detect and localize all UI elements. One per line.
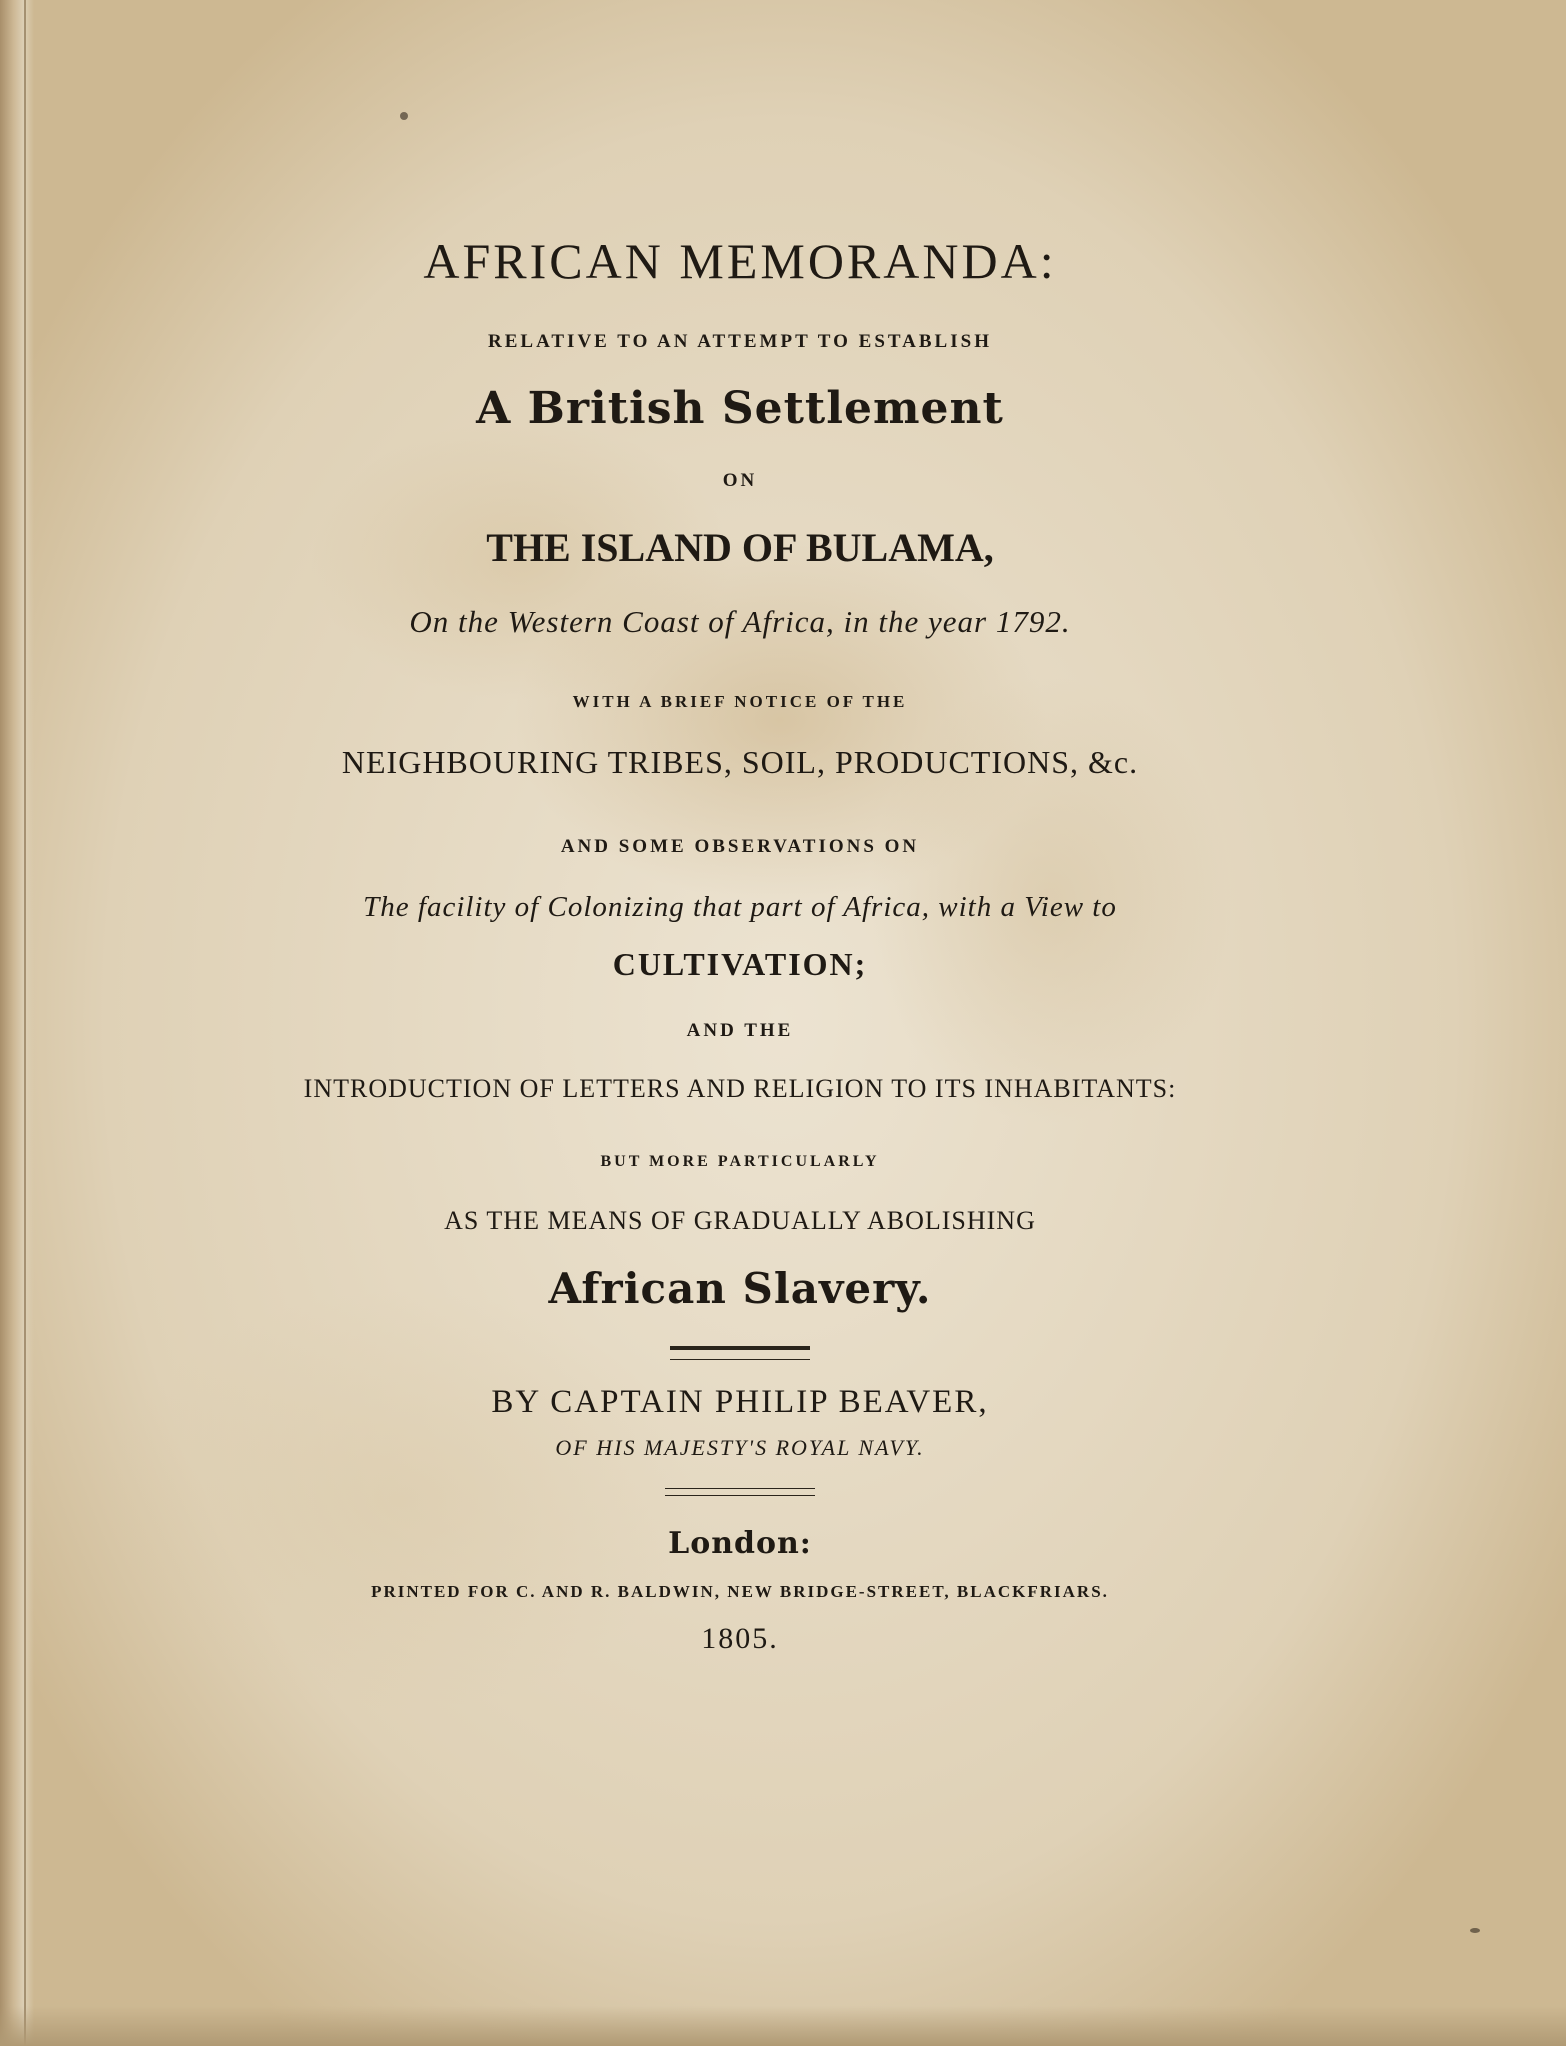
page-bottom-edge (0, 2006, 1566, 2046)
subtitle-and-the: AND THE (686, 1020, 794, 1041)
ornamental-rule (670, 1346, 810, 1360)
subtitle-cultivation: CULTIVATION; (612, 946, 868, 982)
imprint-printer: PRINTED FOR C. AND R. BALDWIN, NEW BRIDGE-STREET, BLACKFRIARS. (371, 1582, 1109, 1601)
subtitle-coast: On the Western Coast of Africa, in the year 1792. (409, 604, 1071, 639)
subtitle-observations: AND SOME OBSERVATIONS ON (560, 836, 920, 857)
author-line: BY CAPTAIN PHILIP BEAVER, (491, 1384, 989, 1420)
subtitle-means: AS THE MEANS OF GRADUALLY ABOLISHING (444, 1206, 1036, 1235)
binding-line (24, 0, 26, 2046)
ornamental-rule-second (665, 1488, 815, 1496)
subtitle-brief: WITH A BRIEF NOTICE OF THE (572, 692, 908, 711)
subtitle-slavery: African Slavery. (548, 1264, 932, 1313)
ink-speck (1470, 1928, 1480, 1933)
subtitle-relative: RELATIVE TO AN ATTEMPT TO ESTABLISH (488, 331, 992, 352)
imprint-year: 1805. (701, 1622, 779, 1655)
page-left-edge (0, 0, 34, 2046)
subtitle-settlement: A British Settlement (476, 383, 1004, 434)
subtitle-on: ON (722, 470, 758, 491)
subtitle-introduction: INTRODUCTION OF LETTERS AND RELIGION TO ITS INHABITANTS: (303, 1074, 1177, 1103)
ink-speck (400, 112, 408, 120)
book-title: AFRICAN MEMORANDA: (423, 233, 1057, 289)
imprint-place: London: (668, 1526, 812, 1561)
subtitle-facility: The facility of Colonizing that part of Africa, with a View to (363, 891, 1117, 923)
subtitle-tribes: NEIGHBOURING TRIBES, SOIL, PRODUCTIONS, &c. (341, 744, 1139, 780)
subtitle-particularly: BUT MORE PARTICULARLY (600, 1153, 880, 1170)
author-rank: OF HIS MAJESTY'S ROYAL NAVY. (555, 1435, 925, 1460)
subtitle-island: THE ISLAND OF BULAMA, (486, 525, 994, 570)
